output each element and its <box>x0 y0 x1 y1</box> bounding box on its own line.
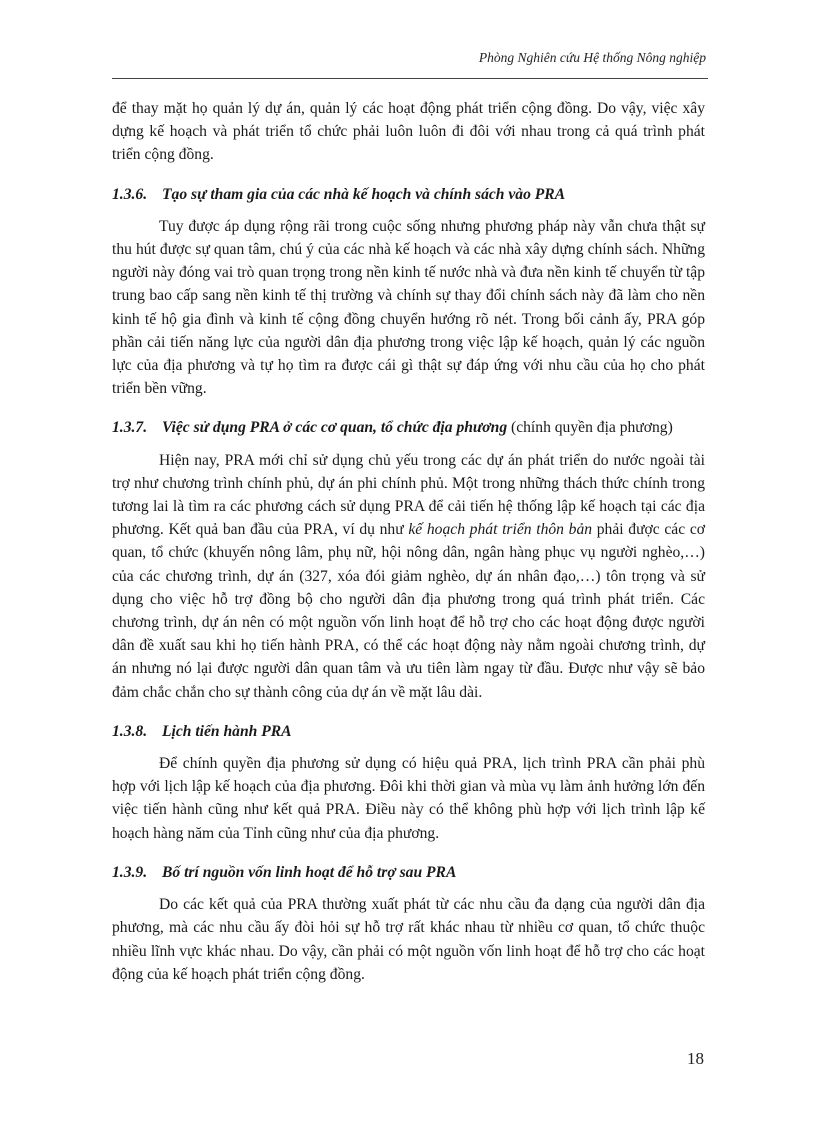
section-number: 1.3.8. <box>112 722 148 740</box>
section-number: 1.3.9. <box>112 863 148 881</box>
section-number: 1.3.6. <box>112 185 148 203</box>
section-heading-1-3-8 <box>112 720 705 743</box>
section-heading-1-3-7 <box>112 416 705 439</box>
section-paragraph-1-3-7 <box>112 449 705 704</box>
section-title: Việc sử dụng PRA ở các cơ quan, tổ chức địa phương <box>162 419 508 437</box>
section-heading-1-3-6 <box>112 183 705 206</box>
section-paragraph-1-3-9: Do các kết quả của PRA thường xuất phát từ các nhu cầu đa dạng của người dân địa phương, mà các nhu cầu ấy đòi hỏi sự hỗ trợ rất khác nhau từ nhiều cơ quan, tổ chức thuộc nhiều lĩnh vực khác nhau. Do vậy, cần phải có một nguồn vốn linh hoạt để hỗ trợ cho các hoạt động của kế hoạch phát triển cộng đồng. <box>112 896 705 983</box>
section-heading-1-3-9 <box>112 861 705 884</box>
running-header-title: Phòng Nghiên cứu Hệ thống Nông nghiệp <box>478 50 706 65</box>
section-number: 1.3.7. <box>112 419 148 437</box>
section-title: Tạo sự tham gia của các nhà kế hoạch và chính sách vào PRA <box>162 185 566 203</box>
paragraph-emphasis: kế hoạch phát triển thôn bản <box>408 521 593 539</box>
page-body <box>112 97 705 986</box>
section-title: Bố trí nguồn vốn linh hoạt để hỗ trợ sau PRA <box>162 863 457 881</box>
section-title: Lịch tiến hành PRA <box>162 722 292 740</box>
section-paragraph-1-3-6: Tuy được áp dụng rộng rãi trong cuộc sống nhưng phương pháp này vẫn chưa thật sự thu hút được sự quan tâm, chú ý của các nhà kế hoạch và các nhà xây dựng chính sách. Những người này đóng vai trò quan trọng trong nền kinh tế nước nhà và đưa nền kinh tế chuyển từ tập trung bao cấp sang nền kinh tế thị trường và chính sự thay đổi chính sách này đã làm cho nền kinh tế hộ gia đình và kinh tế cộng đồng chuyển hướng rõ nét. Trong bối cảnh ấy, PRA góp phần cải tiến năng lực của người dân địa phương trong việc lập kế hoạch, quản lý các nguồn lực của địa phương và tự họ tìm ra được cái gì thật sự đáp ứng với nhu cầu của họ cho phát triển bền vững. <box>112 217 705 398</box>
intro-paragraph: để thay mặt họ quản lý dự án, quản lý các hoạt động phát triển cộng đồng. Do vậy, việc xây dựng kế hoạch và phát triển tổ chức phải luôn luôn đi đôi với nhau trong cả quá trình phát triển cộng đồng. <box>112 100 705 164</box>
paragraph-text: phải được các cơ quan, tổ chức (khuyến nông lâm, phụ nữ, hội nông dân, ngân hàng phục vụ người nghèo,…) của các chương trình, dự án (327, xóa đói giảm nghèo, dự án nhân đạo,…) tôn trọng và sử dụng cho việc hỗ trợ đồng bộ cho người dân địa phương trong quá trình phát triển. Các chương trình, dự án nên có một nguồn vốn linh hoạt để hỗ trợ cho các hoạt động được người dân đề xuất sau khi họ tiến hành PRA, có thể các hoạt động này nằm ngoài chương trình, dự án nhưng nó lại được người dân quan tâm và ưu tiên làm ngay từ đầu. Được như vậy sẽ bảo đảm chắc chắn cho sự thành công của dự án về mặt lâu dài. <box>112 521 705 701</box>
section-paragraph-1-3-8: Để chính quyền địa phương sử dụng có hiệu quả PRA, lịch trình PRA cần phải phù hợp với lịch lập kế hoạch của địa phương. Đôi khi thời gian và mùa vụ làm ảnh hưởng lớn đến việc tiến hành cũng như kết quả PRA. Điều này có thể không phù hợp với lịch trình lập kế hoạch hàng năm của Tỉnh cũng như của địa phương. <box>112 755 705 842</box>
header-divider <box>112 78 708 79</box>
paragraph-text: Hiện nay, PRA mới chỉ sử dụng chủ yếu trong các dự án phát triển do nước ngoài tài trợ như chương trình chính phủ, dự án phi chính phủ. Một trong những thách thức chính trong tương lai là tìm ra các phương cách sử dụng PRA để cải tiến hệ thống lập kế hoạch tại các địa phương. Kết quả ban đầu của PRA, ví dụ như <box>112 451 705 539</box>
page-number: 18 <box>687 1049 704 1068</box>
section-title-suffix: (chính quyền địa phương) <box>507 419 673 437</box>
